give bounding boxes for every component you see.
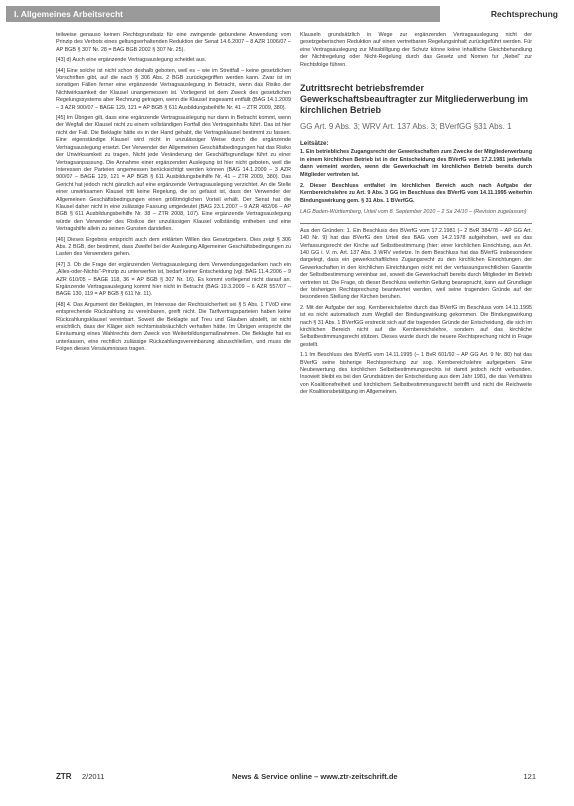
page-number: 121 <box>523 772 536 781</box>
paragraph: Klauseln grundsätzlich in Wege zur ergänzenden Vertragsauslegung nicht der gesetzgeberischen Reduktion auf einen vertretbaren Regelungsinhalt zurückgeführt werden. Für eine Vertragsauslegung zur Missbilligung der Schutz könne keine inhaltliche Gleichbehandlung der Nichtregelung oder Nicht-Regelung durch das Gesetz und Nomen fur „Nebel“ zur Rechtsfolge führen. <box>300 32 532 68</box>
court-citation: LAG Baden-Württemberg, Urteil vom 8. September 2010 – 2 Sa 24/10 – (Revision zugelassen) <box>300 209 527 216</box>
running-header <box>6 6 568 22</box>
headnote: 1. Ein betriebliches Zugangsrecht der Gewerkschaften zum Zwecke der Mitgliederwerbung in einem kirchlichen Betrieb ist in der Entscheidung des BVerfG vom 17.2.1981 jedenfalls dann verneint worden, wenn die Gewerkschaft im kirchlichen Betrieb bereits durch Mitglieder vertreten ist. <box>300 149 532 178</box>
journal-logo: ZTR <box>56 772 72 781</box>
paragraph: Aus den Gründen: 1. Ein Beschluss des BVerfG vom 17.2.1981 (– 2 BvR 384/78 – AP GG Art. 140 Nr. 9) hat das BVerfG den Urteil des BAG vom 14.2.1978 aufgehoben, weil es das Verfassungsrecht der Kirche auf Selbstbestimmung (hier: einer kirchlichen Einrichtung, aus Art. 140 GG i. V. m. Art. 137 Abs. 3 WRV verletze. In dem Beschluss hat das BVerfG insbesondere dargelegt, dass ein gewerkschaftliches Zugangsrecht zu den kirchlichen Einrichtungen der Gewerkschaften in den kirchlichen Einrichtungen nicht mit der verfassungsrechtlichen Garantie der Selbstbestimmung vereinbar sei, soweit die Gewerkschaft bereits durch Mitglieder im Betrieb vertreten ist. Die Frage, ob dieser Beschluss weiterhin Geltung beansprucht, kann auf Grundlage der bisherigen Rechtsprechung beantwortet werden, weil seine tragenden Gründe auf der besonderen Stellung der Kirchen beruhen. <box>300 227 532 301</box>
right-column <box>300 32 532 399</box>
paragraph: 1.1 Im Beschluss des BVerfG vom 14.11.1995 (– 1 BvR 601/92 – AP GG Art. 9 Nr. 80) hat das BVerfG seine bisherige Rechtsprechung zur sog. Kernbereichslehre aufgegeben. Eine Neubewertung des kirchlichen Selbstbestimmungsrechts ist damit jedoch nicht verbunden. Insoweit bleibt es bei den Grundsätzen der Entscheidung aus dem Jahr 1981, die das Verhältnis von Koalitionsfreiheit und kirchlichem Selbstbestimmungsrecht betrifft und nicht die Reichweite der Koalitionsbetätigung im Allgemeinen. <box>300 352 532 396</box>
paragraph: 2. Mit der Aufgabe der sog. Kernbereichslehre durch das BVerfG im Beschluss vom 14.11.1995 ist es nicht automatisch zum Wegfall der Bindungswirkung gekommen. Die Bindungswirkung nach § 31 Abs. 1 BVerfGG erstreckt sich auf die tragenden Gründe der Entscheidung, die sich im kirchlichen Bereich nicht auf die Kernbereichslehre, sondern auf das kirchliche Selbstbestimmungsrecht stützen. Dieses wurde durch die neuere Rechtsprechung nicht in Frage gestellt. <box>300 304 532 348</box>
paragraph: teilweise genauso keinen Rechtsgrundsatz für eine zwingende gebundene Anwendung vom Prinzip des Verbots eines geltungserhaltenden Reduktion der Senat 14.6.2007 – 8 AZR 1006/07 – AP BGB § 307 Nr. 28 = BAG BGB 2002 § 307 Nr. 25). <box>56 32 291 53</box>
page-footer <box>56 770 536 784</box>
paragraph: [47] 3. Ob die Frage der ergänzenden Vertragsauslegung dem Verwendungsgedanken nach ein „Alles-oder-Nichts“-Prinzip zu unterwerfen ist, bedarf keiner Entscheidung (vgl. BAG 11.4.2006 – 9 AZR 610/05 – BAGE 118, 36 = AP BGB § 307 Nr. 16). Es kommt vorliegend nicht darauf an. Ergänzende Vertragsauslegung kommt hier nicht in Betracht (BAG 19.3.2009 – 6 AZR 557/07 – BAGE 130, 119 = AP BGB § 611 Nr. 11). <box>56 261 291 298</box>
headnotes-heading: Leitsätze: <box>300 140 329 148</box>
divider <box>300 223 532 224</box>
issue-number: 2/2011 <box>82 772 105 781</box>
category-label: Rechtsprechung <box>440 6 568 22</box>
paragraph: [44] Eine solche ist nicht schon deshalb geboten, weil es – wie im Streitfall – keine gesetzlichen Vorschriften gibt, auf die nach § 306 Abs. 2 BGB zurückgegriffen werden kann. Zwar ist im sonstigen Fällen ferner eine ergänzende Vertragsauslegung in Betracht, wenn das Risiko der Nichtwirksamkeit der Klausel unangemessen ist. Vorliegend ist dem Zweck des gesetzlichen Regelungssystems aber Rechnung getragen, wenn die Klausel insgesamt entfällt (BAG 14.1.2009 – 3 AZR 900/07 – BAGE 129, 121 = AP BGB § 611 Ausbildungsbeihilfe Nr. 41 – ZTR 2009, 380). <box>56 67 291 111</box>
article-title: Zutrittsrecht betriebsfremder Gewerkschaftsbeauftragter zur Mitgliederwerbung im kirchlichen Betrieb <box>300 83 529 116</box>
paragraph: [43] d) Auch eine ergänzende Vertragsauslegung scheidet aus. <box>56 57 207 64</box>
left-column <box>56 32 291 356</box>
paragraph: [48] 4. Das Argument der Beklagten, im Interesse der Rechtssicherheit sei § 5 Abs. 1 TVöD eine entsprechende Rückzahlung zu vereinbaren, greift nicht. Die Tarifvertragsparteien haben keine Rückzahlungsklausel vereinbart. Soweit die Beklagte auf Treu und Glauben abstellt, ist nicht ersichtlich, dass der Kläger sich rechtsmissbräuchlich verhalten hätte. Im Übrigen entspricht die Einräumung eines Wahlrechts dem Zweck von Weiterbildungsmaßnahmen. Die Beklagte hat es unterlassen, eine rechtlich zulässige Rückzahlungsvereinbarung abzuschließen, und muss die Folgen dieses Versäumnisses tragen. <box>56 301 291 353</box>
paragraph: [45] Im Übrigen gilt, dass eine ergänzende Vertragsauslegung nur dann in Betracht kommt, wenn der Wegfall der Klausel nicht zu einem vollständigen Fortfall des Vertragsinhalts führt. Das ist hier nicht der Fall. Die Beklagte hätte es in der Hand gehabt, die Vertragsklausel bestimmt zu fassen. Eine eigenständige Klausel wird nicht in unzulässiger Weise durch die ergänzende Vertragsauslegung ersetzt. Der Verwender der Allgemeinen Geschäftsbedingungen hat das Risiko der Unwirksamkeit zu tragen. Nicht jede Veränderung der Geschäftsgrundlage führt zu einer Vertragsanpassung. Die Annahme einer ergänzenden Auslegung ist hier nicht geboten, weil die Interessen der Parteien angemessen berücksichtigt werden können (BAG 14.1.2009 – 3 AZR 900/07 – BAGE 129, 121 = AP BGB § 611 Ausbildungsbeihilfe Nr. 41 – ZTR 2009, 380). Das Gericht hat jedoch nicht gänzlich auf eine ergänzende Vertragsauslegung verzichtet. An die Stelle einer unwirksamen Klausel tritt keine Regelung, die so gefasst ist, dass der Verwender der Allgemeinen Geschäftsbedingungen einen größtmöglichen Vorteil erhält. Der Senat hat die Klausel daher nicht in eine zulässige Fassung umgedeutet (BAG 23.1.2007 – 9 AZR 482/06 – AP BGB § 611 Ausbildungsbeihilfe Nr. 38 – ZTR 2008, 107). Eine ergänzende Vertragsauslegung würde den Verwender des Risikos der unzulässigen Klausel vollständig entheben und eine Vertragshilfe allein zu seinen Gunsten darstellen. <box>56 115 291 233</box>
statute-reference: GG Art. 9 Abs. 3; WRV Art. 137 Abs. 3; BVerfGG §31 Abs. 1 <box>300 122 512 132</box>
website-line: News & Service online – www.ztr-zeitschrift.de <box>232 772 398 781</box>
paragraph: [46] Dieses Ergebnis entspricht auch dem erklärten Willen des Gesetzgebers. Dies zeigt § 306 Abs. 2 BGB, der bestimmt, dass Zweifel bei der Auslegung Allgemeiner Geschäftsbedingungen zu Lasten des Verwenders gehen. <box>56 236 291 258</box>
section-title: I. Allgemeines Arbeitsrecht <box>14 9 123 19</box>
headnote: 2. Dieser Beschluss entfaltet im kirchlichen Bereich auch nach Aufgabe der Kernbereichslehre zu Art. 9 Abs. 3 GG im Beschluss des BVerfG vom 14.11.1995 weiterhin Bindungswirkung gem. § 31 Abs. 1 BVerfGG. <box>300 183 532 204</box>
